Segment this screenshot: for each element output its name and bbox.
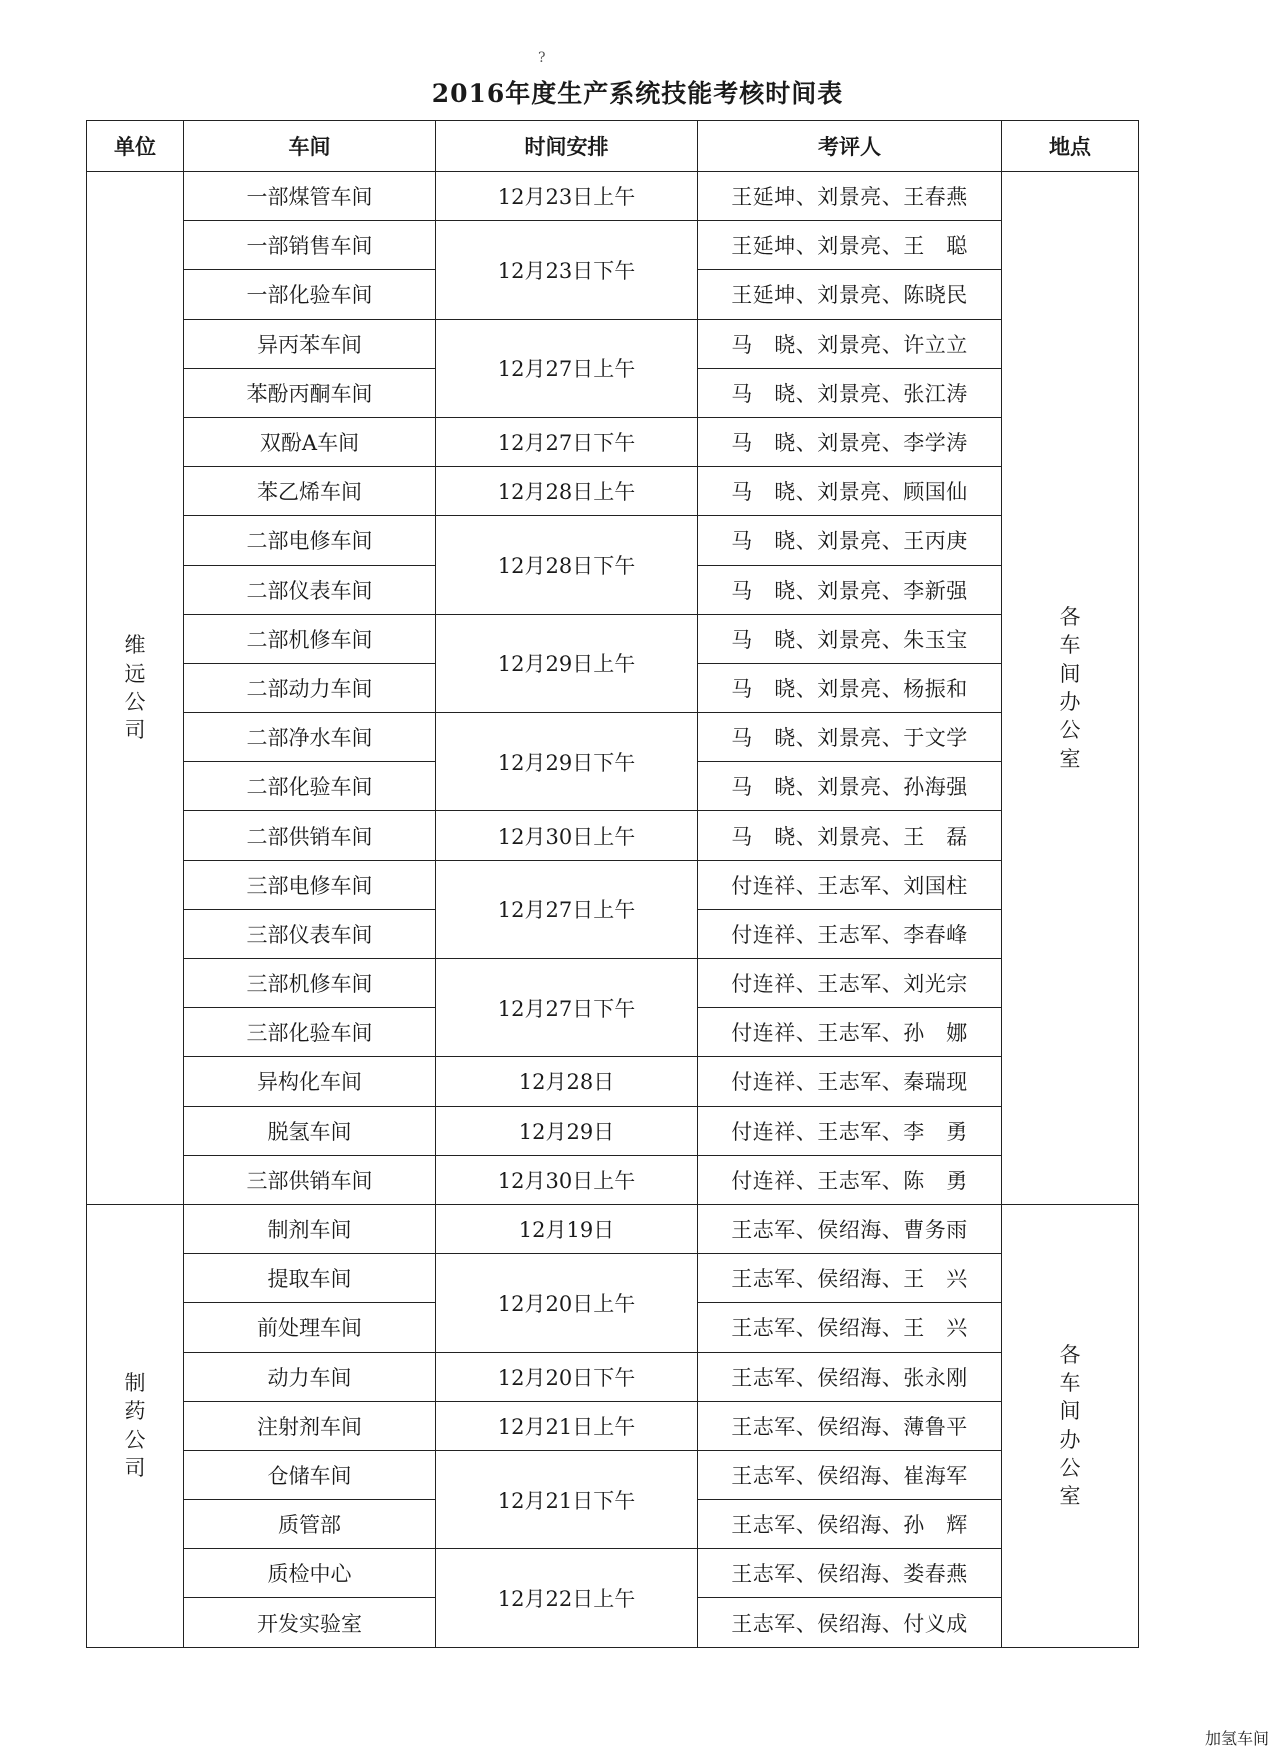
assessors-cell: 付连祥、王志军、孙 娜 bbox=[698, 1008, 1002, 1057]
table-row bbox=[87, 1450, 1139, 1499]
assessors-cell: 付连祥、王志军、李 勇 bbox=[698, 1106, 1002, 1155]
location-cell bbox=[1002, 172, 1139, 1205]
time-cell: 12月27日下午 bbox=[436, 417, 698, 466]
location-name: 各车间办公室 bbox=[1059, 1342, 1081, 1509]
workshop-cell: 脱氢车间 bbox=[184, 1106, 436, 1155]
schedule-body bbox=[87, 172, 1139, 1648]
header-workshop: 车间 bbox=[184, 121, 436, 172]
unit-name: 制药公司 bbox=[124, 1371, 146, 1481]
workshop-cell: 一部化验车间 bbox=[184, 270, 436, 319]
time-cell: 12月21日下午 bbox=[436, 1450, 698, 1548]
table-row bbox=[87, 221, 1139, 270]
assessors-cell: 王志军、侯绍海、娄春燕 bbox=[698, 1549, 1002, 1598]
table-row bbox=[87, 1106, 1139, 1155]
assessors-cell: 付连祥、王志军、陈 勇 bbox=[698, 1155, 1002, 1204]
assessors-cell: 马 晓、刘景亮、王丙庚 bbox=[698, 516, 1002, 565]
assessors-cell: 付连祥、王志军、李春峰 bbox=[698, 909, 1002, 958]
time-cell: 12月27日下午 bbox=[436, 959, 698, 1057]
workshop-cell: 三部机修车间 bbox=[184, 959, 436, 1008]
unit-name: 维远公司 bbox=[124, 633, 146, 743]
workshop-cell: 苯乙烯车间 bbox=[184, 467, 436, 516]
unit-cell bbox=[87, 1204, 184, 1647]
assessors-cell: 马 晓、刘景亮、孙海强 bbox=[698, 762, 1002, 811]
workshop-cell: 三部化验车间 bbox=[184, 1008, 436, 1057]
assessors-cell: 马 晓、刘景亮、李新强 bbox=[698, 565, 1002, 614]
assessors-cell: 王志军、侯绍海、薄鲁平 bbox=[698, 1401, 1002, 1450]
table-row bbox=[87, 516, 1139, 565]
workshop-cell: 三部供销车间 bbox=[184, 1155, 436, 1204]
assessors-cell: 王延坤、刘景亮、王春燕 bbox=[698, 172, 1002, 221]
table-row bbox=[87, 172, 1139, 221]
time-cell: 12月30日上午 bbox=[436, 1155, 698, 1204]
assessors-cell: 王志军、侯绍海、崔海军 bbox=[698, 1450, 1002, 1499]
table-row bbox=[87, 1204, 1139, 1253]
assessors-cell: 王志军、侯绍海、王 兴 bbox=[698, 1254, 1002, 1303]
assessors-cell: 马 晓、刘景亮、朱玉宝 bbox=[698, 614, 1002, 663]
time-cell: 12月28日 bbox=[436, 1057, 698, 1106]
table-row bbox=[87, 959, 1139, 1008]
workshop-cell: 异丙苯车间 bbox=[184, 319, 436, 368]
workshop-cell: 仓储车间 bbox=[184, 1450, 436, 1499]
assessors-cell: 马 晓、刘景亮、于文学 bbox=[698, 713, 1002, 762]
header-time: 时间安排 bbox=[436, 121, 698, 172]
schedule-table bbox=[86, 120, 1139, 1648]
table-row bbox=[87, 467, 1139, 516]
workshop-cell: 质管部 bbox=[184, 1500, 436, 1549]
time-cell: 12月20日上午 bbox=[436, 1254, 698, 1352]
time-cell: 12月20日下午 bbox=[436, 1352, 698, 1401]
assessors-cell: 马 晓、刘景亮、杨振和 bbox=[698, 663, 1002, 712]
time-cell: 12月28日上午 bbox=[436, 467, 698, 516]
workshop-cell: 动力车间 bbox=[184, 1352, 436, 1401]
assessors-cell: 马 晓、刘景亮、李学涛 bbox=[698, 417, 1002, 466]
table-row bbox=[87, 319, 1139, 368]
unit-cell bbox=[87, 172, 184, 1205]
workshop-cell: 三部电修车间 bbox=[184, 860, 436, 909]
workshop-cell: 一部煤管车间 bbox=[184, 172, 436, 221]
table-row bbox=[87, 1057, 1139, 1106]
assessors-cell: 王志军、侯绍海、曹务雨 bbox=[698, 1204, 1002, 1253]
workshop-cell: 前处理车间 bbox=[184, 1303, 436, 1352]
table-row bbox=[87, 713, 1139, 762]
assessors-cell: 王志军、侯绍海、张永刚 bbox=[698, 1352, 1002, 1401]
assessors-cell: 马 晓、刘景亮、张江涛 bbox=[698, 368, 1002, 417]
table-row bbox=[87, 1155, 1139, 1204]
assessors-cell: 王志军、侯绍海、孙 辉 bbox=[698, 1500, 1002, 1549]
time-cell: 12月19日 bbox=[436, 1204, 698, 1253]
header-row bbox=[87, 121, 1139, 172]
time-cell: 12月29日 bbox=[436, 1106, 698, 1155]
header-assessors: 考评人 bbox=[698, 121, 1002, 172]
workshop-cell: 二部净水车间 bbox=[184, 713, 436, 762]
workshop-cell: 二部供销车间 bbox=[184, 811, 436, 860]
assessors-cell: 王延坤、刘景亮、王 聪 bbox=[698, 221, 1002, 270]
table-row bbox=[87, 860, 1139, 909]
header-unit: 单位 bbox=[87, 121, 184, 172]
document-title: 2016年度生产系统技能考核时间表 bbox=[431, 79, 844, 108]
workshop-cell: 三部仪表车间 bbox=[184, 909, 436, 958]
workshop-cell: 开发实验室 bbox=[184, 1598, 436, 1647]
assessors-cell: 付连祥、王志军、刘光宗 bbox=[698, 959, 1002, 1008]
workshop-cell: 二部电修车间 bbox=[184, 516, 436, 565]
workshop-cell: 质检中心 bbox=[184, 1549, 436, 1598]
table-row bbox=[87, 1549, 1139, 1598]
time-cell: 12月21日上午 bbox=[436, 1401, 698, 1450]
time-cell: 12月28日下午 bbox=[436, 516, 698, 614]
assessors-cell: 马 晓、刘景亮、王 磊 bbox=[698, 811, 1002, 860]
workshop-cell: 异构化车间 bbox=[184, 1057, 436, 1106]
workshop-cell: 二部仪表车间 bbox=[184, 565, 436, 614]
time-cell: 12月29日下午 bbox=[436, 713, 698, 811]
workshop-cell: 提取车间 bbox=[184, 1254, 436, 1303]
workshop-cell: 二部机修车间 bbox=[184, 614, 436, 663]
location-cell bbox=[1002, 1204, 1139, 1647]
header-location: 地点 bbox=[1002, 121, 1139, 172]
table-row bbox=[87, 1352, 1139, 1401]
time-cell: 12月27日上午 bbox=[436, 860, 698, 958]
assessors-cell: 付连祥、王志军、秦瑞现 bbox=[698, 1057, 1002, 1106]
workshop-cell: 二部动力车间 bbox=[184, 663, 436, 712]
stray-mark: ? bbox=[538, 50, 546, 66]
assessors-cell: 王延坤、刘景亮、陈晓民 bbox=[698, 270, 1002, 319]
time-cell: 12月23日下午 bbox=[436, 221, 698, 319]
workshop-cell: 双酚A车间 bbox=[184, 417, 436, 466]
workshop-cell: 一部销售车间 bbox=[184, 221, 436, 270]
table-row bbox=[87, 417, 1139, 466]
table-row bbox=[87, 1254, 1139, 1303]
location-name: 各车间办公室 bbox=[1059, 604, 1081, 771]
time-cell: 12月30日上午 bbox=[436, 811, 698, 860]
time-cell: 12月29日上午 bbox=[436, 614, 698, 712]
assessors-cell: 王志军、侯绍海、付义成 bbox=[698, 1598, 1002, 1647]
workshop-cell: 二部化验车间 bbox=[184, 762, 436, 811]
corner-label: 加氢车间 bbox=[1204, 1729, 1269, 1748]
workshop-cell: 注射剂车间 bbox=[184, 1401, 436, 1450]
assessors-cell: 马 晓、刘景亮、许立立 bbox=[698, 319, 1002, 368]
time-cell: 12月27日上午 bbox=[436, 319, 698, 417]
workshop-cell: 制剂车间 bbox=[184, 1204, 436, 1253]
assessors-cell: 王志军、侯绍海、王 兴 bbox=[698, 1303, 1002, 1352]
table-row bbox=[87, 811, 1139, 860]
table-row bbox=[87, 1401, 1139, 1450]
time-cell: 12月22日上午 bbox=[436, 1549, 698, 1647]
assessors-cell: 付连祥、王志军、刘国柱 bbox=[698, 860, 1002, 909]
assessors-cell: 马 晓、刘景亮、顾国仙 bbox=[698, 467, 1002, 516]
workshop-cell: 苯酚丙酮车间 bbox=[184, 368, 436, 417]
table-row bbox=[87, 614, 1139, 663]
time-cell: 12月23日上午 bbox=[436, 172, 698, 221]
